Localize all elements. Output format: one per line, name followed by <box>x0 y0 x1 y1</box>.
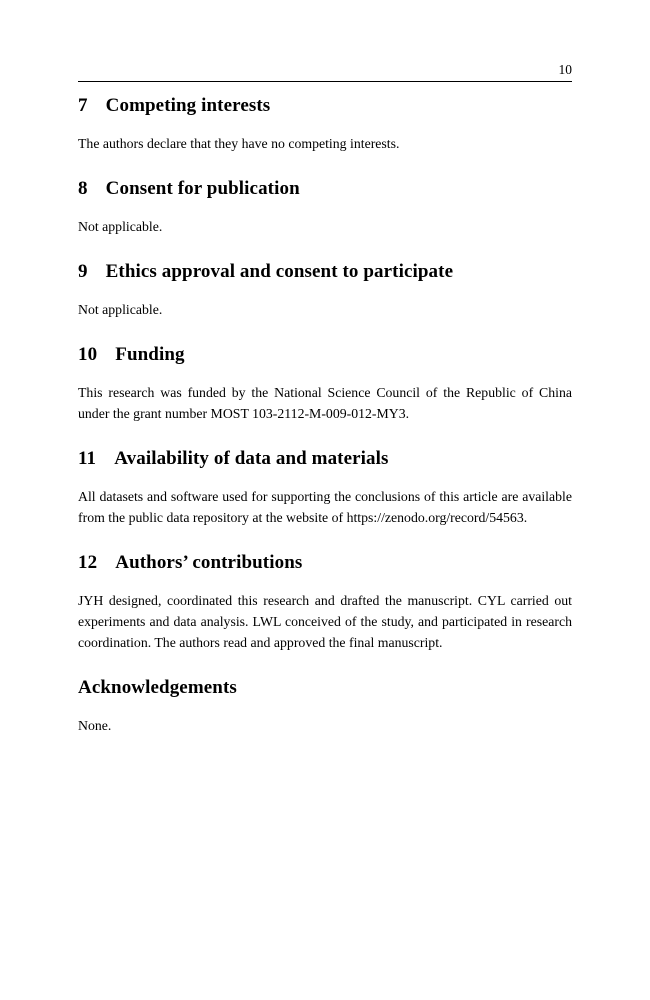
section-heading <box>78 447 572 470</box>
section-body: JYH designed, coordinated this research and drafted the manuscript. CYL carried out experiments and data analysis. LWL conceived of the study, and participated in research coordination. The authors read and approved the final manuscript. <box>78 593 572 650</box>
section-heading <box>78 551 572 574</box>
section-number: 8 <box>78 178 88 199</box>
section-body: None. <box>78 718 112 733</box>
section-title: Consent for publication <box>105 178 300 199</box>
section-heading <box>78 343 572 366</box>
page-header <box>78 0 572 82</box>
section-acknowledgements <box>78 676 572 736</box>
section-heading <box>78 177 572 200</box>
page-number: 10 <box>558 62 572 77</box>
section-title: Availability of data and materials <box>114 448 389 469</box>
section-heading <box>78 94 572 117</box>
section-number: 7 <box>78 95 88 116</box>
section-funding <box>78 343 572 424</box>
page-content <box>78 0 572 736</box>
section-consent-for-publication <box>78 177 572 237</box>
section-body: This research was funded by the National Science Council of the Republic of China under the grant number MOST 103-2112-M-009-012-MY3. <box>78 385 572 421</box>
section-body: The authors declare that they have no competing interests. <box>78 136 400 151</box>
section-title: Competing interests <box>105 95 271 116</box>
section-authors-contributions <box>78 551 572 653</box>
section-title: Ethics approval and consent to participate <box>105 261 454 282</box>
section-body: Not applicable. <box>78 302 163 317</box>
section-competing-interests <box>78 94 572 154</box>
section-title: Authors’ contributions <box>115 552 303 573</box>
section-ethics-approval <box>78 260 572 320</box>
section-title: Acknowledgements <box>78 677 237 698</box>
section-body: All datasets and software used for supporting the conclusions of this article are available from the public data repository at the website of https://zenodo.org/record/54563. <box>78 489 572 525</box>
section-number: 11 <box>78 448 97 469</box>
section-availability-of-data <box>78 447 572 528</box>
section-body: Not applicable. <box>78 219 163 234</box>
section-number: 10 <box>78 344 98 365</box>
section-heading <box>78 260 572 283</box>
section-number: 12 <box>78 552 98 573</box>
section-number: 9 <box>78 261 88 282</box>
section-title: Funding <box>115 344 185 365</box>
section-heading <box>78 676 572 699</box>
